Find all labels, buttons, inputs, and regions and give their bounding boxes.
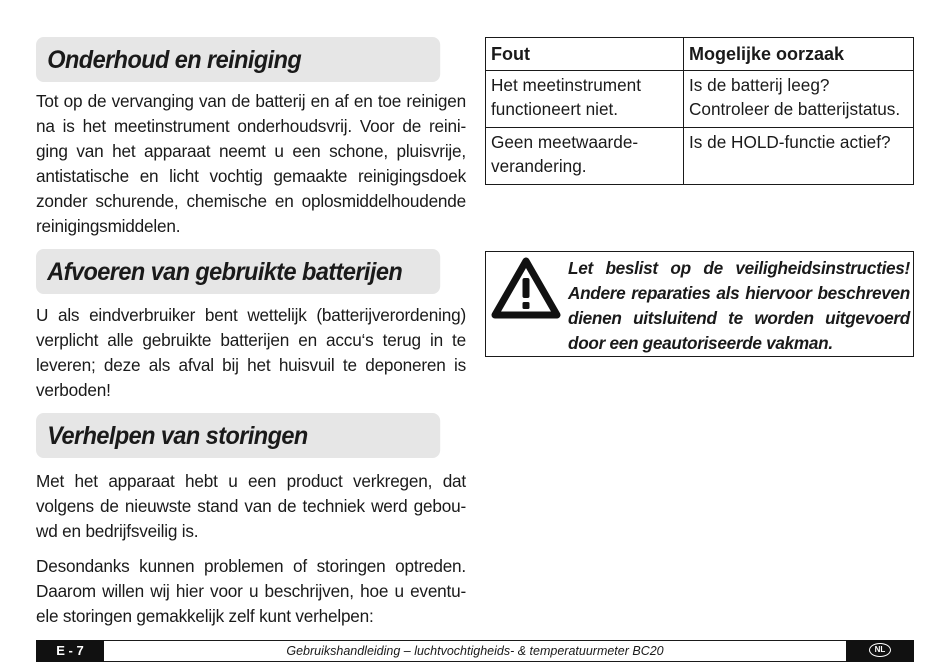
page-number: E - 7 bbox=[36, 640, 104, 662]
table-row bbox=[486, 128, 914, 185]
language-code: NL bbox=[869, 643, 891, 657]
section-heading-disposal: Afvoeren van gebruikte batterijen bbox=[36, 249, 440, 294]
warning-text: Let beslist op de veiligheidsinstructies! Andere reparaties als hiervoor beschreven dienen uitsluitend te worden uitgevoerd door een geautoriseerde vakman. bbox=[568, 258, 910, 353]
troubleshooting-table bbox=[485, 37, 914, 185]
section-heading-maintenance: Onderhoud en reiniging bbox=[36, 37, 440, 82]
warning-triangle-icon bbox=[491, 257, 561, 319]
left-column bbox=[36, 37, 466, 629]
language-badge bbox=[846, 640, 914, 662]
section-heading-troubleshooting: Verhelpen van storingen bbox=[36, 413, 440, 458]
page-footer bbox=[36, 640, 914, 662]
maintenance-paragraph: Tot op de vervanging van de batterij en af en toe reinigen na is het meetinstrument onderhoudsvrij. Voor de reini-ging van het apparaat neemt u een schone, pluisvrije, antistatische en licht vochtig gemaakte reinigingsdoek zonder schurende, chemische en oplosmiddelhoudende reinigingsmiddelen. bbox=[36, 91, 466, 236]
fault-cell: Het meetinstrument functioneert niet. bbox=[486, 71, 684, 128]
fault-cell: Geen meetwaarde-verandering. bbox=[486, 128, 684, 185]
manual-title: Gebruikshandleiding – luchtvochtigheids- & temperatuurmeter BC20 bbox=[286, 644, 664, 658]
cause-cell: Is de batterij leeg? Controleer de batterijstatus. bbox=[684, 71, 914, 128]
cause-cell: Is de HOLD-functie actief? bbox=[684, 128, 914, 185]
troubleshooting-paragraph-1: Met het apparaat hebt u een product verkregen, dat volgens de nieuwste stand van de techniek werd gebou-wd en bedrijfsveilig is. bbox=[36, 471, 466, 541]
column-header-fault: Fout bbox=[486, 38, 684, 71]
troubleshooting-paragraph-2: Desondanks kunnen problemen of storingen optreden. Daarom willen wij hier voor u beschrijven, hoe u eventu-ele storingen gemakkelijk zelf kunt verhelpen: bbox=[36, 556, 466, 626]
table-header-row bbox=[486, 38, 914, 71]
column-header-cause: Mogelijke oorzaak bbox=[684, 38, 914, 71]
disposal-paragraph: U als eindverbruiker bent wettelijk (batterijverordening) verplicht alle gebruikte batterijen en accu‘s terug in te leveren; deze als afval bij het huisvuil te deponeren is verboden! bbox=[36, 305, 466, 400]
table-row bbox=[486, 71, 914, 128]
safety-warning-box bbox=[485, 251, 914, 357]
